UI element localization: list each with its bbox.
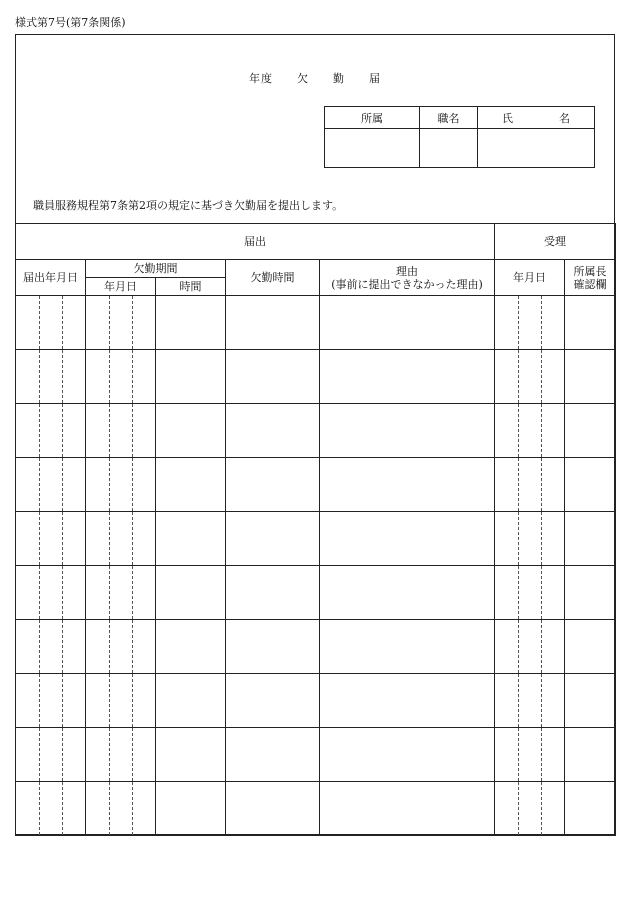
col-reason — [320, 260, 495, 296]
table-row — [16, 350, 616, 404]
job-title-header: 職名 — [420, 107, 478, 129]
title-year: 年度 — [249, 72, 273, 85]
date-divider — [518, 728, 519, 781]
date-divider — [62, 296, 63, 349]
date-divider — [518, 404, 519, 457]
receipt-date-cell[interactable] — [495, 458, 565, 512]
date-divider — [39, 458, 40, 511]
date-divider — [109, 566, 110, 619]
date-divider — [132, 296, 133, 349]
submission-date-cell[interactable] — [16, 728, 86, 782]
title-char-2: 勤 — [333, 72, 345, 85]
date-divider — [62, 620, 63, 673]
period-time-cell[interactable] — [156, 296, 226, 350]
date-divider — [109, 728, 110, 781]
absence-hours-cell[interactable] — [226, 512, 320, 566]
table-row — [16, 512, 616, 566]
date-divider — [518, 620, 519, 673]
date-divider — [132, 674, 133, 727]
date-divider — [518, 512, 519, 565]
period-date-cell[interactable] — [86, 350, 156, 404]
reason-cell[interactable] — [320, 350, 495, 404]
head-confirm-cell[interactable] — [565, 674, 616, 728]
date-divider — [109, 458, 110, 511]
col-period-time: 時間 — [156, 278, 226, 296]
absence-hours-cell[interactable] — [226, 296, 320, 350]
head-confirm-cell[interactable] — [565, 512, 616, 566]
col-submission-date: 届出年月日 — [16, 260, 86, 296]
date-divider — [109, 782, 110, 835]
date-divider — [39, 404, 40, 457]
col-reason-line2: (事前に提出できなかった理由) — [331, 277, 483, 291]
absence-hours-cell[interactable] — [226, 728, 320, 782]
period-date-cell[interactable] — [86, 728, 156, 782]
table-row — [16, 296, 616, 350]
receipt-date-cell[interactable] — [495, 728, 565, 782]
period-time-cell[interactable] — [156, 512, 226, 566]
date-divider — [39, 782, 40, 835]
name-header-1: 氏 — [502, 111, 513, 125]
affiliation-field[interactable] — [325, 129, 420, 168]
period-date-cell[interactable] — [86, 512, 156, 566]
submission-date-cell[interactable] — [16, 620, 86, 674]
date-divider — [541, 566, 542, 619]
table-row — [16, 782, 616, 836]
head-confirm-cell[interactable] — [565, 404, 616, 458]
receipt-date-cell[interactable] — [495, 296, 565, 350]
col-absence-period: 欠勤期間 — [86, 260, 226, 278]
col-head-confirm — [565, 260, 616, 296]
table-row — [16, 458, 616, 512]
name-field[interactable] — [478, 129, 595, 168]
receipt-date-cell[interactable] — [495, 512, 565, 566]
period-time-cell[interactable] — [156, 458, 226, 512]
date-divider — [39, 620, 40, 673]
reason-cell[interactable] — [320, 404, 495, 458]
form-title — [0, 70, 630, 86]
date-divider — [132, 782, 133, 835]
head-confirm-cell[interactable] — [565, 458, 616, 512]
date-divider — [109, 350, 110, 403]
col-period-date: 年月日 — [86, 278, 156, 296]
head-confirm-cell[interactable] — [565, 566, 616, 620]
statement-text: 職員服務規程第7条第2項の規定に基づき欠勤届を提出します。 — [33, 199, 344, 212]
date-divider — [39, 512, 40, 565]
date-divider — [541, 674, 542, 727]
period-time-cell[interactable] — [156, 782, 226, 836]
receipt-date-cell[interactable] — [495, 620, 565, 674]
head-confirm-cell[interactable] — [565, 620, 616, 674]
affiliation-header: 所属 — [325, 107, 420, 129]
name-header-2: 名 — [559, 111, 570, 125]
date-divider — [518, 782, 519, 835]
table-body — [16, 296, 616, 836]
date-divider — [132, 566, 133, 619]
absence-hours-cell[interactable] — [226, 458, 320, 512]
col-receipt-date: 年月日 — [495, 260, 565, 296]
period-date-cell[interactable] — [86, 566, 156, 620]
job-title-field[interactable] — [420, 129, 478, 168]
date-divider — [62, 404, 63, 457]
submission-date-cell[interactable] — [16, 674, 86, 728]
submission-date-cell[interactable] — [16, 782, 86, 836]
date-divider — [109, 620, 110, 673]
date-divider — [518, 674, 519, 727]
head-confirm-cell[interactable] — [565, 296, 616, 350]
col-reason-line1: 理由 — [396, 264, 419, 278]
title-char-1: 欠 — [297, 72, 309, 85]
date-divider — [518, 566, 519, 619]
date-divider — [62, 782, 63, 835]
submission-date-cell[interactable] — [16, 404, 86, 458]
date-divider — [541, 620, 542, 673]
reason-cell[interactable] — [320, 620, 495, 674]
head-confirm-cell[interactable] — [565, 728, 616, 782]
date-divider — [541, 458, 542, 511]
submission-date-cell[interactable] — [16, 512, 86, 566]
receipt-date-cell[interactable] — [495, 566, 565, 620]
date-divider — [541, 404, 542, 457]
date-divider — [62, 728, 63, 781]
date-divider — [62, 458, 63, 511]
head-confirm-cell[interactable] — [565, 782, 616, 836]
receipt-date-cell[interactable] — [495, 674, 565, 728]
date-divider — [62, 674, 63, 727]
absence-hours-cell[interactable] — [226, 566, 320, 620]
absence-hours-cell[interactable] — [226, 782, 320, 836]
date-divider — [39, 350, 40, 403]
date-divider — [39, 566, 40, 619]
period-date-cell[interactable] — [86, 620, 156, 674]
date-divider — [132, 620, 133, 673]
reason-cell[interactable] — [320, 782, 495, 836]
submission-date-cell[interactable] — [16, 458, 86, 512]
date-divider — [109, 296, 110, 349]
date-divider — [109, 404, 110, 457]
period-date-cell[interactable] — [86, 458, 156, 512]
title-char-3: 届 — [369, 72, 381, 85]
group-receipt: 受理 — [495, 224, 616, 260]
period-time-cell[interactable] — [156, 566, 226, 620]
date-divider — [39, 296, 40, 349]
col-absence-hours: 欠勤時間 — [226, 260, 320, 296]
reason-cell[interactable] — [320, 458, 495, 512]
period-time-cell[interactable] — [156, 620, 226, 674]
table-row — [16, 566, 616, 620]
date-divider — [109, 512, 110, 565]
date-divider — [62, 566, 63, 619]
name-header — [478, 107, 595, 129]
col-head-confirm-line1: 所属長 — [573, 264, 607, 278]
table-row — [16, 674, 616, 728]
period-time-cell[interactable] — [156, 404, 226, 458]
period-date-cell[interactable] — [86, 674, 156, 728]
absence-hours-cell[interactable] — [226, 404, 320, 458]
date-divider — [109, 674, 110, 727]
signature-box — [324, 106, 595, 168]
absence-table — [15, 223, 616, 836]
date-divider — [132, 350, 133, 403]
period-time-cell[interactable] — [156, 728, 226, 782]
reason-cell[interactable] — [320, 512, 495, 566]
date-divider — [39, 728, 40, 781]
period-date-cell[interactable] — [86, 404, 156, 458]
period-time-cell[interactable] — [156, 350, 226, 404]
receipt-date-cell[interactable] — [495, 782, 565, 836]
date-divider — [39, 674, 40, 727]
date-divider — [541, 728, 542, 781]
date-divider — [541, 782, 542, 835]
table-row — [16, 404, 616, 458]
date-divider — [132, 512, 133, 565]
date-divider — [132, 458, 133, 511]
date-divider — [62, 350, 63, 403]
period-date-cell[interactable] — [86, 782, 156, 836]
date-divider — [518, 296, 519, 349]
head-confirm-cell[interactable] — [565, 350, 616, 404]
date-divider — [541, 512, 542, 565]
form-number: 様式第7号(第7条関係) — [15, 16, 126, 29]
absence-hours-cell[interactable] — [226, 674, 320, 728]
date-divider — [541, 350, 542, 403]
date-divider — [541, 296, 542, 349]
table-row — [16, 620, 616, 674]
receipt-date-cell[interactable] — [495, 350, 565, 404]
date-divider — [518, 350, 519, 403]
group-submission: 届出 — [16, 224, 495, 260]
absence-hours-cell[interactable] — [226, 350, 320, 404]
table-row — [16, 728, 616, 782]
date-divider — [132, 404, 133, 457]
date-divider — [62, 512, 63, 565]
submission-date-cell[interactable] — [16, 566, 86, 620]
col-head-confirm-line2: 確認欄 — [573, 277, 607, 291]
submission-date-cell[interactable] — [16, 350, 86, 404]
reason-cell[interactable] — [320, 296, 495, 350]
date-divider — [132, 728, 133, 781]
period-date-cell[interactable] — [86, 296, 156, 350]
reason-cell[interactable] — [320, 566, 495, 620]
receipt-date-cell[interactable] — [495, 404, 565, 458]
date-divider — [518, 458, 519, 511]
reason-cell[interactable] — [320, 728, 495, 782]
period-time-cell[interactable] — [156, 674, 226, 728]
submission-date-cell[interactable] — [16, 296, 86, 350]
reason-cell[interactable] — [320, 674, 495, 728]
absence-hours-cell[interactable] — [226, 620, 320, 674]
